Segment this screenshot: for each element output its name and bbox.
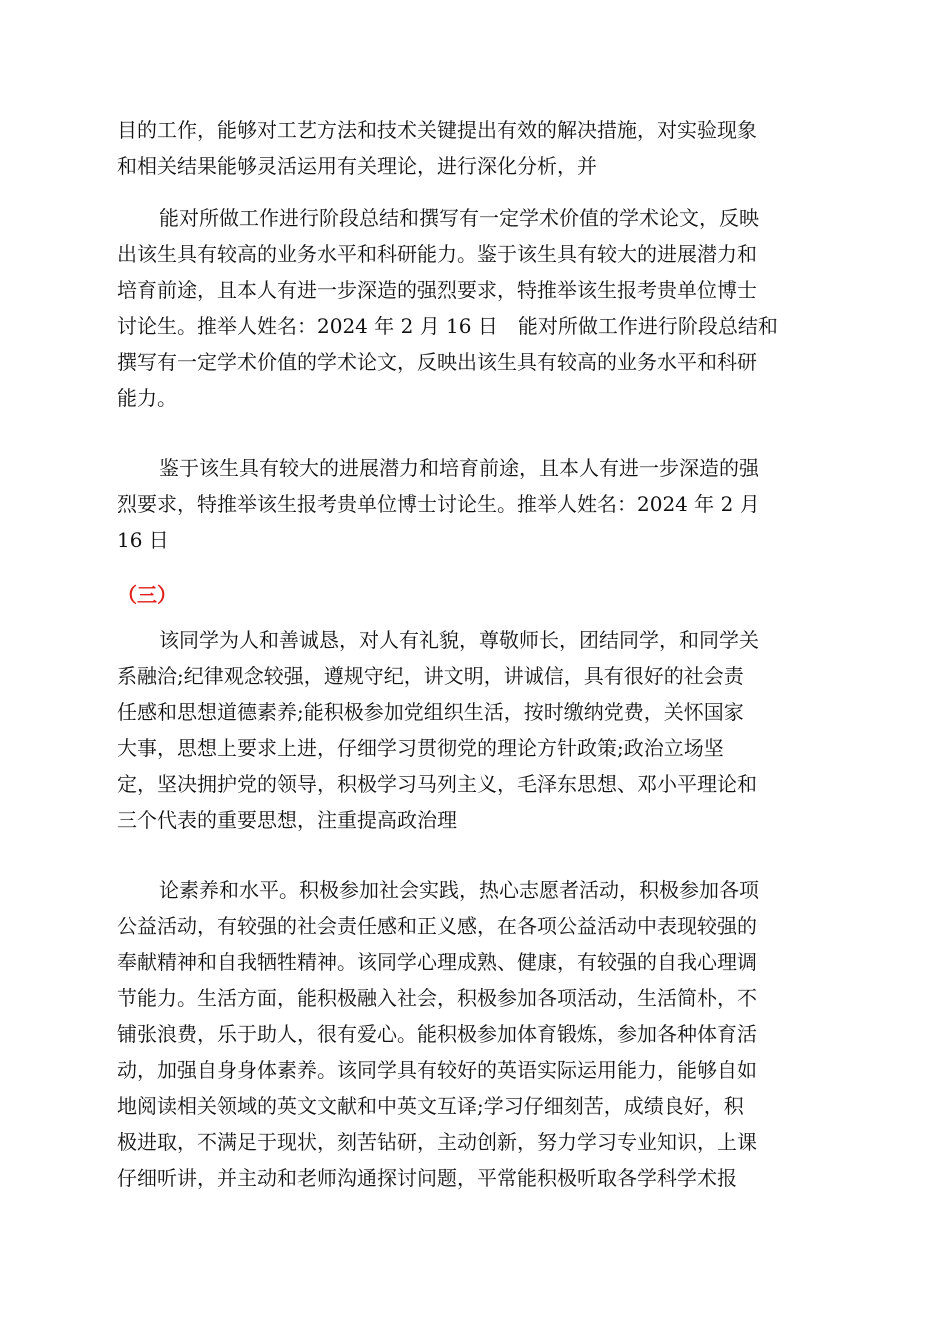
paragraph-4 (117, 622, 837, 838)
paragraph-2 (117, 200, 837, 416)
paragraph-3 (117, 450, 837, 558)
text-line: 大事，思想上要求上进，仔细学习贯彻党的理论方针政策;政治立场坚 (117, 736, 724, 760)
text-line: 奉献精神和自我牺牲精神。该同学心理成熟、健康，有较强的自我心理调 (117, 950, 757, 974)
text-line: 论素养和水平。积极参加社会实践，热心志愿者活动，积极参加各项 (159, 878, 759, 902)
text-line: 撰写有一定学术价值的学术论文，反映出该生具有较高的业务水平和科研 (117, 350, 757, 374)
text-line: 系融洽;纪律观念较强，遵规守纪，讲文明，讲诚信，具有很好的社会责 (117, 664, 744, 688)
text-line: 讨论生。推举人姓名：2024 年 2 月 16 日 能对所做工作进行阶段总结和 (117, 314, 778, 338)
text-line: 该同学为人和善诚恳，对人有礼貌，尊敬师长，团结同学，和同学关 (159, 628, 759, 652)
text-line: 公益活动，有较强的社会责任感和正义感，在各项公益活动中表现较强的 (117, 914, 757, 938)
text-line: 三个代表的重要思想，注重提高政治理 (117, 808, 457, 832)
text-line: 仔细听讲，并主动和老师沟通探讨问题，平常能积极听取各学科学术报 (117, 1166, 737, 1190)
text-line: 定，坚决拥护党的领导，积极学习马列主义，毛泽东思想、邓小平理论和 (117, 772, 757, 796)
text-line: 地阅读相关领域的英文文献和中英文互译;学习仔细刻苦，成绩良好，积 (117, 1094, 744, 1118)
paragraph-1 (117, 112, 837, 184)
text-line: 动，加强自身身体素养。该同学具有较好的英语实际运用能力，能够自如 (117, 1058, 757, 1082)
text-line: 能对所做工作进行阶段总结和撰写有一定学术价值的学术论文，反映 (159, 206, 759, 230)
paragraph-5 (117, 872, 837, 1196)
text-line: 烈要求，特推举该生报考贵单位博士讨论生。推举人姓名：2024 年 2 月 (117, 492, 760, 516)
text-line: 极进取，不满足于现状，刻苦钻研，主动创新，努力学习专业知识，上课 (117, 1130, 757, 1154)
text-line: 培育前途，且本人有进一步深造的强烈要求，特推举该生报考贵单位博士 (117, 278, 757, 302)
text-line: 鉴于该生具有较大的进展潜力和培育前途，且本人有进一步深造的强 (159, 456, 759, 480)
section-heading: （三） (117, 583, 177, 607)
text-line: 能力。 (117, 386, 177, 410)
text-line: 16 日 (117, 528, 169, 552)
text-line: 和相关结果能够灵活运用有关理论，进行深化分析，并 (117, 154, 597, 178)
text-line: 节能力。生活方面，能积极融入社会，积极参加各项活动，生活简朴，不 (117, 986, 757, 1010)
text-line: 目的工作，能够对工艺方法和技术关键提出有效的解决措施，对实验现象 (117, 118, 757, 142)
text-line: 铺张浪费，乐于助人，很有爱心。能积极参加体育锻炼，参加各种体育活 (117, 1022, 757, 1046)
text-line: 出该生具有较高的业务水平和科研能力。鉴于该生具有较大的进展潜力和 (117, 242, 757, 266)
text-line: 任感和思想道德素养;能积极参加党组织生活，按时缴纳党费，关怀国家 (117, 700, 744, 724)
